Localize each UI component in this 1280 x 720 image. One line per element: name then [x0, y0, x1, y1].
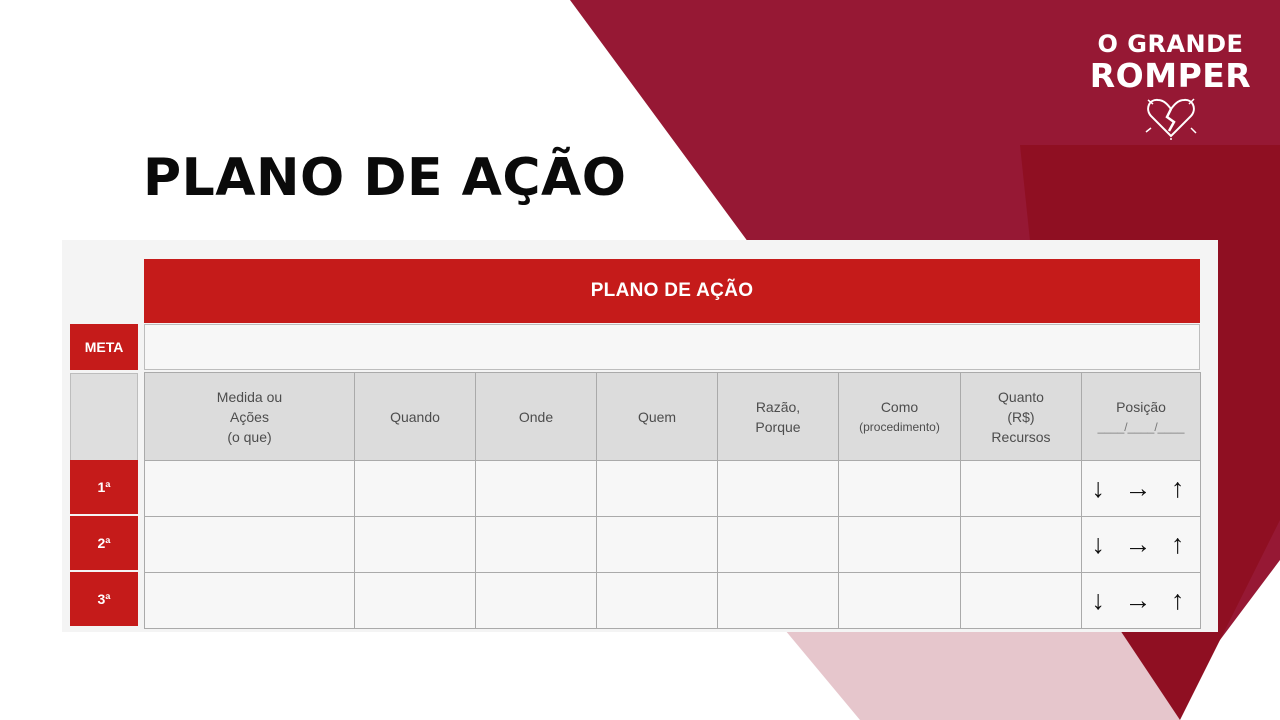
header-line: Ações — [230, 408, 269, 425]
column-header-medida — [145, 373, 355, 461]
header-line: Razão, — [755, 398, 801, 415]
row-label-2: 2ª — [70, 516, 138, 570]
column-header-posicao — [1082, 373, 1201, 461]
table-cell — [961, 517, 1082, 573]
column-header-como — [839, 373, 961, 461]
table-cell — [145, 573, 355, 629]
table-cell — [597, 573, 718, 629]
table-cell — [839, 573, 961, 629]
column-header-quando — [355, 373, 476, 461]
header-line: Medida ou — [216, 388, 283, 405]
logo-line-1: O GRANDE — [1097, 30, 1244, 58]
table-cell — [597, 517, 718, 573]
position-arrows: ↓ → ↑ — [1082, 461, 1201, 517]
table-cell — [145, 517, 355, 573]
column-header-onde — [476, 373, 597, 461]
table-cell — [839, 461, 961, 517]
header-line: (procedimento) — [859, 419, 940, 434]
header-line: Posição — [1116, 398, 1166, 415]
header-line: Onde — [518, 408, 554, 425]
table-cell — [476, 461, 597, 517]
table-row — [145, 517, 1201, 573]
table-cell — [355, 517, 476, 573]
column-header-quem — [597, 373, 718, 461]
header-line: Como — [880, 398, 919, 415]
broken-heart-icon — [1145, 96, 1197, 140]
action-plan-table — [144, 372, 1201, 629]
column-header-quanto — [961, 373, 1082, 461]
date-blank-line: ____/____/____ — [1097, 419, 1185, 434]
position-arrows: ↓ → ↑ — [1082, 517, 1201, 573]
column-header-razao — [718, 373, 839, 461]
table-header: PLANO DE AÇÃO — [144, 259, 1200, 323]
row-label-1: 1ª — [70, 460, 138, 514]
header-line: Porque — [755, 418, 801, 435]
table-cell — [355, 461, 476, 517]
table-cell — [476, 517, 597, 573]
position-arrows: ↓ → ↑ — [1082, 573, 1201, 629]
page-title: PLANO DE AÇÃO — [143, 148, 627, 208]
row-label-3: 3ª — [70, 572, 138, 626]
table-cell — [476, 573, 597, 629]
action-plan-panel — [62, 240, 1218, 632]
brand-logo — [1088, 30, 1253, 140]
corner-cell — [70, 373, 138, 461]
logo-line-2: ROMPER — [1089, 56, 1252, 95]
table-cell — [145, 461, 355, 517]
header-line: Quando — [390, 408, 440, 425]
header-line: Recursos — [991, 428, 1051, 445]
header-line: (o que) — [227, 428, 272, 445]
table-cell — [597, 461, 718, 517]
header-line: Quem — [637, 408, 677, 425]
header-line: Quanto — [998, 388, 1044, 405]
meta-field — [144, 324, 1200, 370]
header-line: (R$) — [1007, 408, 1035, 425]
table-row — [145, 461, 1201, 517]
table-cell — [718, 517, 839, 573]
table-cell — [718, 461, 839, 517]
table-cell — [718, 573, 839, 629]
table-cell — [839, 517, 961, 573]
table-cell — [961, 461, 1082, 517]
table-cell — [355, 573, 476, 629]
table-cell — [961, 573, 1082, 629]
column-header-row — [145, 373, 1201, 461]
meta-label: META — [70, 324, 138, 370]
table-row — [145, 573, 1201, 629]
